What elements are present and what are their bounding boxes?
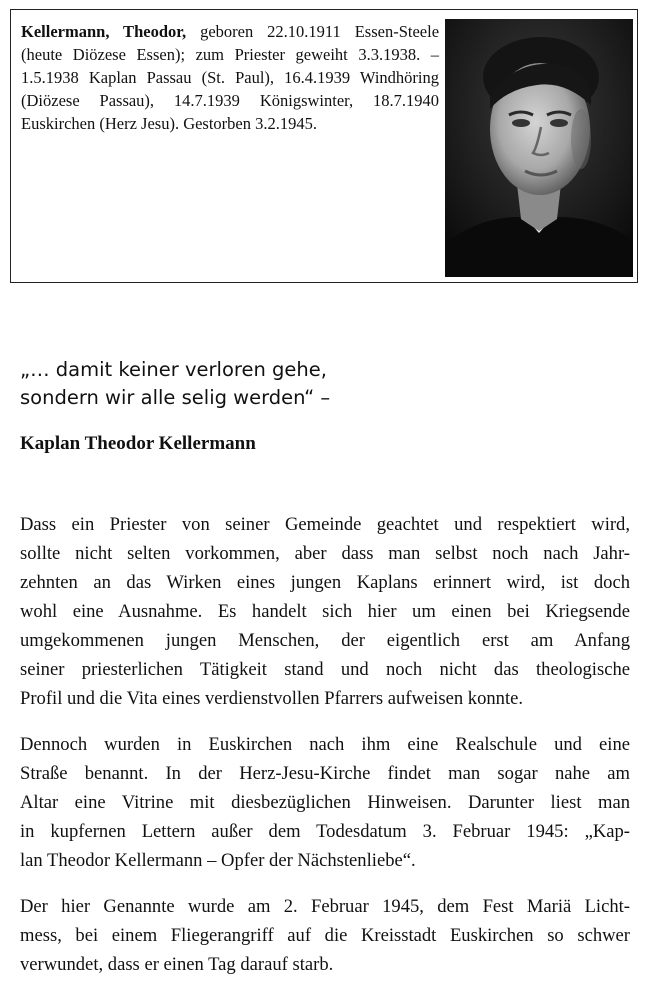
portrait-illustration — [445, 19, 633, 277]
text-line: seiner priesterlichen Tätigkeit stand und noch nicht das theologische — [20, 659, 630, 680]
text-line: Profil und die Vita eines verdienstvollen Pfarrers aufweisen konnte. — [20, 688, 524, 709]
text-line: umgekommenen jungen Menschen, der eigentlich erst am Anfang — [20, 630, 630, 651]
text-line: wohl eine Ausnahme. Es handelt sich hier um einen bei Kriegsende — [20, 601, 630, 622]
text-line: Straße benannt. In der Herz-Jesu-Kirche findet man sogar nahe am — [20, 763, 630, 784]
text-line: in kupfernen Lettern außer dem Todesdatum 3. Februar 1945: „Kap- — [20, 821, 630, 842]
text-line: Dennoch wurden in Euskirchen nach ihm eine Realschule und eine — [20, 734, 630, 755]
body-text — [20, 510, 630, 996]
paragraph — [20, 510, 630, 713]
paragraph — [20, 730, 630, 875]
text-line: zehnten an das Wirken eines jungen Kaplans erinnert wird, ist doch — [20, 572, 630, 593]
biography-text — [21, 20, 439, 135]
text-line: verwundet, dass er einen Tag darauf starb. — [20, 954, 334, 975]
biography-details: geboren 22.10.1911 Essen-Steele (heute Diözese Essen); zum Priester geweiht 3.3.1938. – 1.5.1938 Kaplan Passau (St. Paul), 16.4.1939 Windhöring (Diözese Passau), 14.7.1939 Königswinter, 18.7.1940 Euskirchen (Herz Jesu). Gestorben 3.2.1945. — [21, 22, 440, 133]
chapter-quote — [20, 356, 620, 412]
chapter-subtitle: Kaplan Theodor Kellermann — [20, 433, 256, 454]
biography-name: Kellermann, Theodor, — [21, 22, 187, 41]
biography-box — [10, 9, 638, 283]
text-line: lan Theodor Kellermann – Opfer der Nächstenliebe“. — [20, 850, 416, 871]
text-line: sollte nicht selten vorkommen, aber dass man selbst noch nach Jahr- — [20, 543, 630, 564]
quote-line: sondern wir alle selig werden“ – — [20, 386, 331, 409]
quote-line: „… damit keiner verloren gehe, — [20, 358, 327, 381]
portrait-photo — [445, 19, 633, 277]
paragraph — [20, 892, 630, 979]
text-line: Der hier Genannte wurde am 2. Februar 1945, dem Fest Mariä Licht- — [20, 896, 630, 917]
text-line: Dass ein Priester von seiner Gemeinde geachtet und respektiert wird, — [20, 514, 630, 535]
text-line: Altar eine Vitrine mit diesbezüglichen Hinweisen. Darunter liest man — [20, 792, 630, 813]
text-line: mess, bei einem Fliegerangriff auf die Kreisstadt Euskirchen so schwer — [20, 925, 630, 946]
